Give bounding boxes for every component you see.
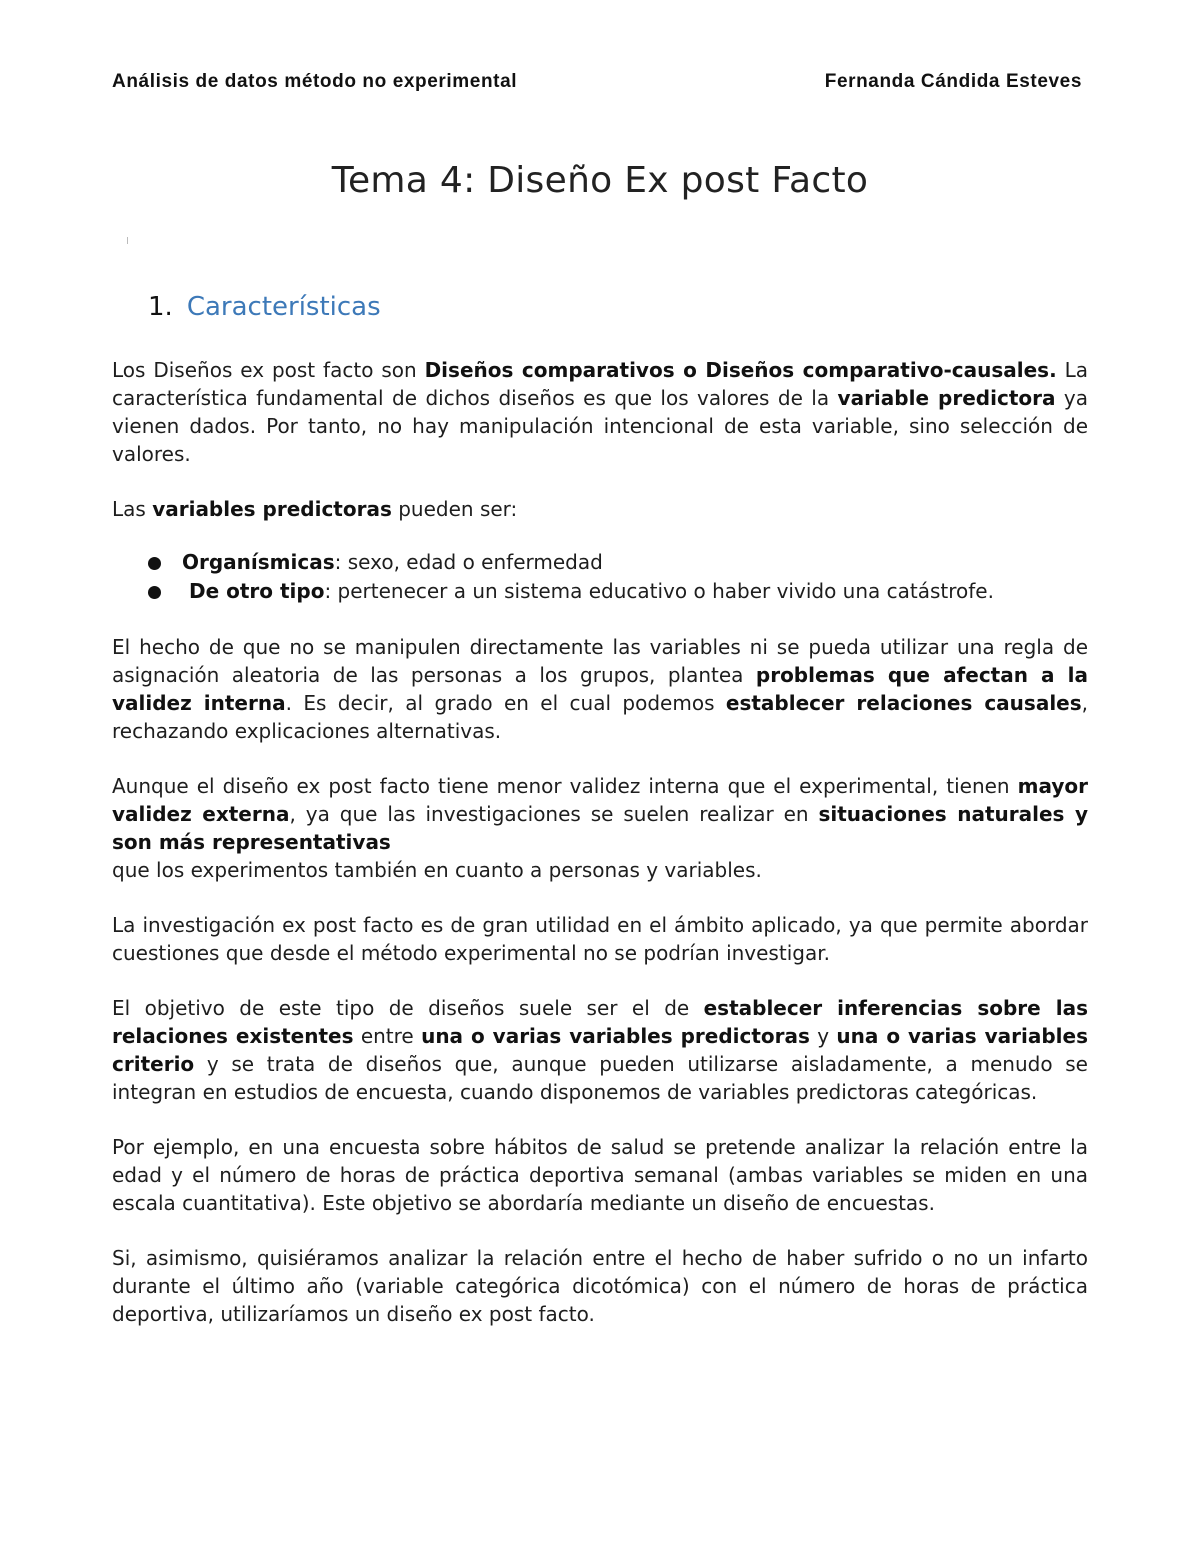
section-heading (148, 292, 381, 322)
text-run: La característica fundamental de dichos diseños es que los valores de la (112, 358, 1089, 410)
paragraph-example-expostfacto: Si, asimismo, quisiéramos analizar la relación entre el hecho de haber sufrido o no un infarto durante el último año (variable categórica dicotómica) con el número de horas de práctica deportiva, utilizaríamos un diseño ex post facto. (112, 1246, 1088, 1326)
section-label: Características (186, 292, 381, 322)
paragraph-internal-validity (112, 633, 1088, 745)
bold-run: Diseños comparativos o Diseños comparativo-causales. (424, 358, 1057, 382)
text-run: Los Diseños ex post facto son (112, 358, 425, 382)
header-author: Fernanda Cándida Esteves (824, 71, 1082, 92)
paragraph-external-validity (112, 772, 1088, 884)
predictor-types-list (112, 548, 1088, 606)
paragraph-objective (112, 994, 1088, 1106)
paragraph-example-survey: Por ejemplo, en una encuesta sobre hábitos de salud se pretende analizar la relación entre la edad y el número de horas de práctica deportiva semanal (ambas variables se miden en una escala cuantitativa). Este objetivo se abordaría mediante un diseño de encuestas. (112, 1135, 1088, 1215)
bold-run: variables predictoras (152, 497, 392, 521)
bold-run: mayor validez externa (112, 774, 1088, 826)
bold-run: De otro tipo (182, 579, 325, 603)
document-body (112, 356, 1088, 1355)
list-item (112, 548, 1088, 577)
paragraph-definition (112, 356, 1088, 468)
page-header (112, 71, 1082, 93)
text-run: : sexo, edad o enfermedad (334, 550, 603, 574)
header-course-title: Análisis de datos método no experimental (112, 71, 518, 92)
list-item (112, 577, 1088, 606)
text-run: : pertenecer a un sistema educativo o haber vivido una catástrofe. (324, 579, 994, 603)
text-run: , rechazando explicaciones alternativas. (112, 691, 1089, 743)
bold-run: problemas que afectan a la validez interna (112, 663, 1088, 715)
text-run: que los experimentos también en cuanto a personas y variables. (112, 858, 762, 882)
text-run: y se trata de diseños que, aunque pueden utilizarse aisladamente, a menudo se integran en estudios de encuesta, cuando disponemos de variables predictoras categóricas. (112, 1052, 1088, 1104)
bold-run: variable predictora (837, 386, 1056, 410)
bold-run: Organísmicas (182, 550, 335, 574)
paragraph-predictors-intro (112, 495, 1088, 523)
text-run: El objetivo de este tipo de diseños suele ser el de (112, 996, 704, 1020)
text-run: , ya que las investigaciones se suelen realizar en (289, 802, 819, 826)
section-number: 1. (148, 292, 173, 322)
bold-run: situaciones naturales y son más representativas (112, 802, 1088, 854)
bullet-icon (148, 586, 161, 599)
text-run: Aunque el diseño ex post facto tiene menor validez interna que el experimental, tienen (112, 774, 1018, 798)
text-run: entre (353, 1024, 422, 1048)
text-run: pueden ser: (391, 497, 518, 521)
text-run: . Es decir, al grado en el cual podemos (285, 691, 726, 715)
bullet-icon (148, 557, 161, 570)
text-run: El hecho de que no se manipulen directamente las variables ni se pueda utilizar una regla de asignación aleatoria de las personas a los grupos, plantea (112, 635, 1088, 687)
text-run: y (809, 1024, 837, 1048)
paragraph-applied-utility: La investigación ex post facto es de gran utilidad en el ámbito aplicado, ya que permite abordar cuestiones que desde el método experimental no se podrían investigar. (112, 913, 1088, 965)
bold-run: establecer relaciones causales (725, 691, 1082, 715)
stray-mark (127, 237, 128, 244)
bold-run: establecer inferencias sobre las relaciones existentes (112, 996, 1088, 1048)
text-run: Las (112, 497, 153, 521)
bold-run: una o varias variables predictoras (421, 1024, 810, 1048)
bold-run: una o varias variables criterio (112, 1024, 1088, 1076)
document-title: Tema 4: Diseño Ex post Facto (331, 160, 869, 201)
text-run: ya vienen dados. Por tanto, no hay manipulación intencional de esta variable, sino selección de valores. (112, 386, 1088, 466)
